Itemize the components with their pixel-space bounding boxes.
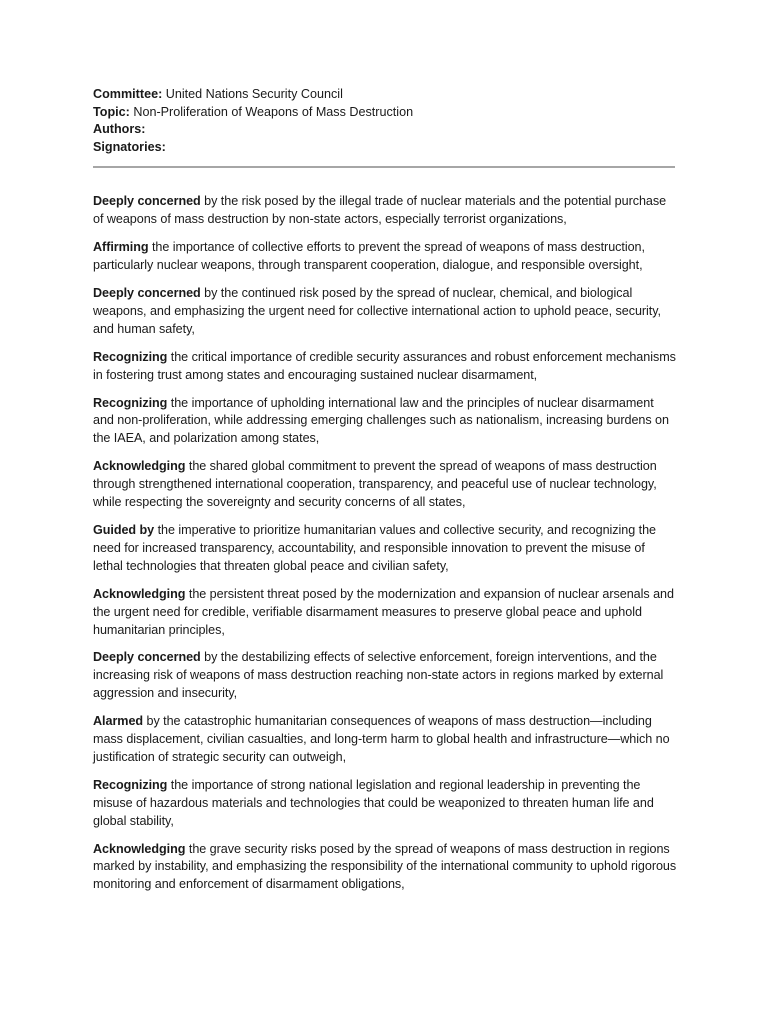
clause-lead: Affirming [93,240,149,255]
clause-text: by the destabilizing effects of selective enforcement, foreign interventions, and the increasing risk of weapons of mass destruction reaching non-state actors in regions marked by external aggression and insecurity, [93,650,664,701]
clause-lead: Recognizing [93,349,168,364]
clause-lead: Alarmed [93,714,144,729]
resolution-document [93,86,677,904]
preambulatory-clause [93,193,677,229]
preambulatory-clause [93,395,677,449]
preambulatory-clauses [93,193,677,894]
clause-lead: Recognizing [93,395,168,410]
committee-label: Committee: [93,87,163,101]
preambulatory-clause [93,285,677,339]
clause-text: by the catastrophic humanitarian consequences of weapons of mass destruction—including mass displacement, civilian casualties, and long-term harm to global health and infrastructure—which no justification of strategic security can outweigh, [93,714,670,764]
topic-value: Non-Proliferation of Weapons of Mass Destruction [129,104,414,119]
clause-lead: Guided by [93,522,155,537]
clause-text: the importance of collective efforts to prevent the spread of weapons of mass destruction, particularly nuclear weapons, through transparent cooperation, dialogue, and responsible oversight, [93,240,645,273]
preambulatory-clause [93,713,677,767]
authors-label: Authors: [93,122,146,137]
signatories-label: Signatories: [93,139,166,154]
topic-label: Topic: [93,104,130,119]
clause-lead: Deeply concerned [93,650,201,665]
signatories-line [93,139,677,157]
preambulatory-clause [93,349,677,385]
preambulatory-clause [93,841,677,895]
preambulatory-clause [93,777,677,831]
clause-lead: Acknowledging [93,586,186,601]
header-divider [93,166,675,168]
clause-text: the critical importance of credible security assurances and robust enforcement mechanisms in fostering trust among states and encouraging sustained nuclear disarmament, [93,349,676,382]
clause-lead: Recognizing [93,777,168,792]
preambulatory-clause [93,522,677,576]
preambulatory-clause [93,239,677,275]
preambulatory-clause [93,649,677,703]
clause-text: the shared global commitment to prevent the spread of weapons of mass destruction through strengthened international cooperation, transparency, and peaceful use of nuclear technology, while respecting the sovereignty and security concerns of all states, [93,459,657,510]
committee-line [93,86,677,104]
preambulatory-clause [93,458,677,512]
committee-value: United Nations Security Council [162,87,343,101]
clause-text: by the risk posed by the illegal trade of nuclear materials and the potential purchase of weapons of mass destruction by non-state actors, especially terrorist organizations, [93,194,667,227]
authors-line [93,121,677,139]
clause-lead: Acknowledging [93,459,186,474]
clause-text: the grave security risks posed by the spread of weapons of mass destruction in regions marked by instability, and emphasizing the responsibility of the international community to uphold rigorous monitoring and enforcement of disarmament obligations, [93,841,677,892]
clause-text: the importance of upholding international law and the principles of nuclear disarmament and non-proliferation, while addressing emerging challenges such as nationalism, increasing burdens on the IAEA, and polarization among states, [93,395,669,446]
clause-text: the importance of strong national legislation and regional leadership in preventing the misuse of hazardous materials and technologies that could be weaponized to threaten human life and global stability, [93,777,654,828]
clause-lead: Deeply concerned [93,286,201,300]
clause-text: by the continued risk posed by the spread of nuclear, chemical, and biological weapons, and emphasizing the urgent need for collective international action to uphold peace, security, and human safety, [93,286,661,336]
clause-text: the imperative to prioritize humanitarian values and collective security, and recognizing the need for increased transparency, accountability, and responsible innovation to prevent the misuse of lethal technologies that threaten global peace and civilian safety, [93,522,657,573]
resolution-header [93,86,677,156]
clause-lead: Deeply concerned [93,194,201,209]
clause-lead: Acknowledging [93,841,186,856]
topic-line [93,104,677,122]
preambulatory-clause [93,586,677,640]
clause-text: the persistent threat posed by the modernization and expansion of nuclear arsenals and the urgent need for credible, verifiable disarmament measures to preserve global peace and uphold humanitarian principles, [93,586,674,637]
